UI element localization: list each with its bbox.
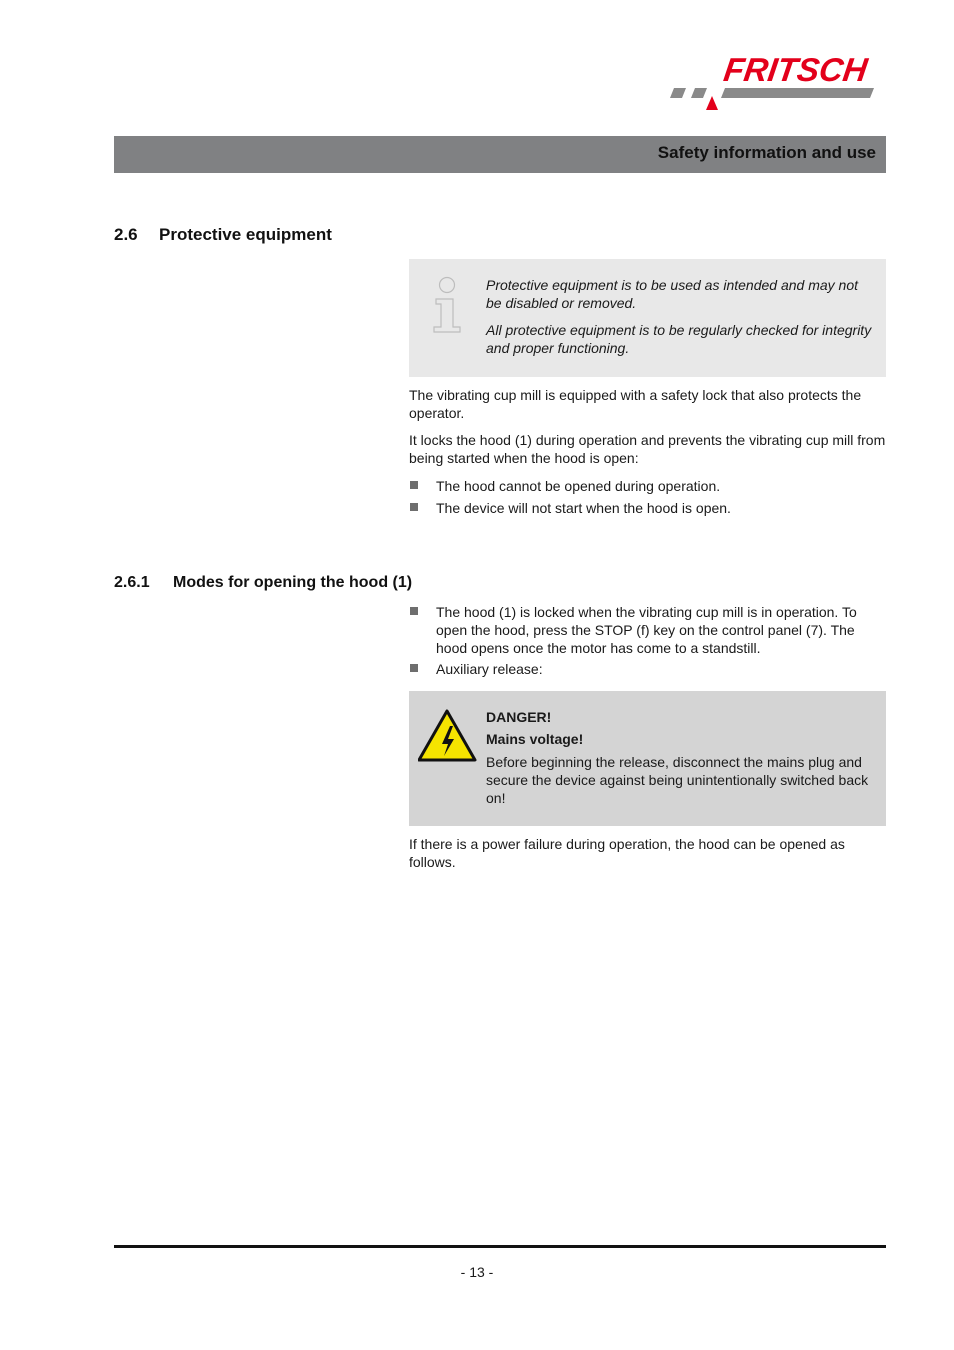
high-voltage-warning-icon: [418, 709, 478, 763]
subsection-number: 2.6.1: [114, 574, 150, 591]
logo-text: FRITSCH: [721, 51, 870, 88]
page-number: - 13 -: [460, 1264, 494, 1280]
info-note-box: [409, 259, 886, 377]
danger-subheading: Mains voltage!: [486, 731, 584, 747]
list-item-text: Auxiliary release:: [436, 661, 543, 677]
paragraph-power-failure: If there is a power failure during operation, the hood can be opened as follows.: [409, 836, 845, 870]
paragraph-locks-hood: It locks the hood (1) during operation and prevents the vibrating cup mill from being started when the hood is open:: [409, 432, 886, 466]
list-item-text: The device will not start when the hood is open.: [436, 500, 731, 516]
paragraph-safety-lock: The vibrating cup mill is equipped with a safety lock that also protects the operator.: [409, 387, 862, 421]
subsection-heading: [114, 574, 412, 592]
chapter-header-bar: [114, 136, 886, 173]
bullet-square-icon: [410, 503, 418, 511]
section-number: 2.6: [114, 225, 138, 244]
danger-text: Before beginning the release, disconnect the mains plug and secure the device against being unintentionally switched back on!: [486, 754, 869, 806]
danger-warning-box: [409, 691, 886, 826]
danger-heading: DANGER!: [486, 709, 552, 725]
section-heading: [114, 225, 332, 245]
fritsch-logo: [668, 52, 888, 112]
bullet-square-icon: [410, 481, 418, 489]
section-title: Protective equipment: [159, 225, 332, 244]
list-item-text: The hood cannot be opened during operation.: [436, 478, 721, 494]
subsection-title: Modes for opening the hood (1): [173, 574, 413, 591]
footer-divider: [114, 1245, 886, 1248]
bullet-square-icon: [410, 607, 418, 615]
bullet-square-icon: [410, 664, 418, 672]
info-note-line-2: All protective equipment is to be regularly checked for integrity and proper functioning.: [486, 322, 872, 356]
info-note-line-1: Protective equipment is to be used as intended and may not be disabled or removed.: [486, 277, 859, 311]
chapter-title: Safety information and use: [657, 143, 876, 162]
info-icon: [429, 276, 469, 336]
list-item-text: The hood (1) is locked when the vibrating cup mill is in operation. To open the hood, press the STOP (f) key on the control panel (7). The hood opens once the motor has come to a standstill.: [436, 604, 857, 656]
